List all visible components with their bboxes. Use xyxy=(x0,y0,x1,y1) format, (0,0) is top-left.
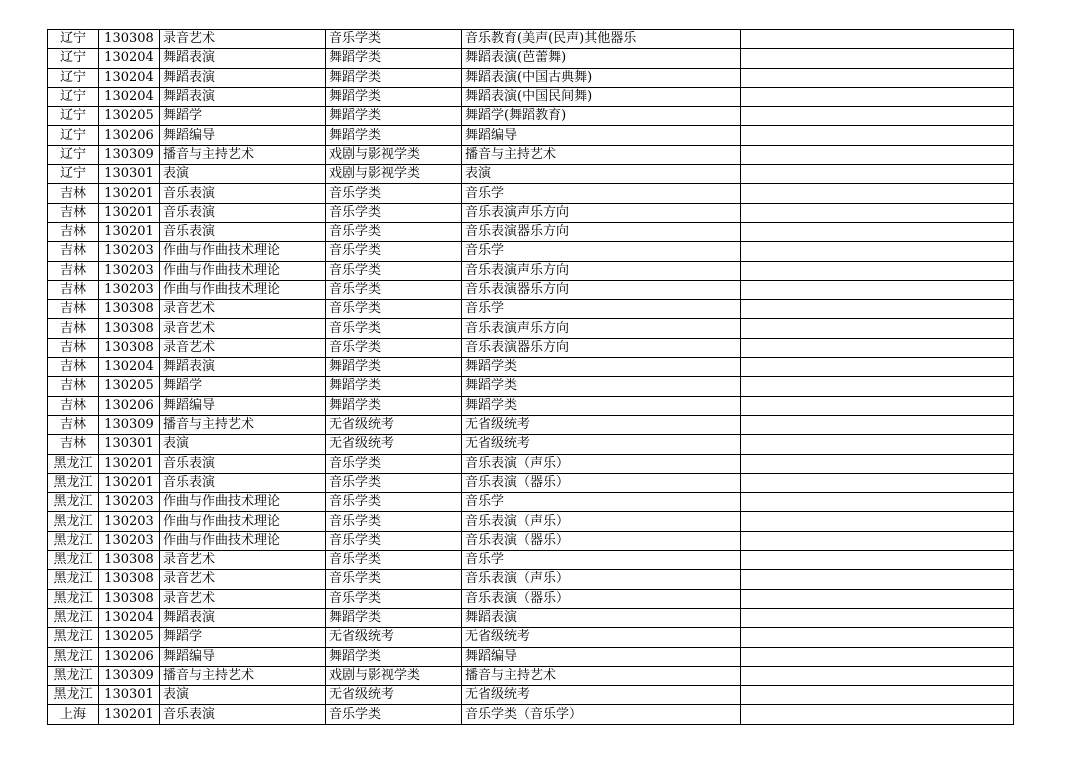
note-cell xyxy=(741,589,1014,608)
exam-cell: 舞蹈表演(芭蕾舞) xyxy=(462,49,741,68)
major-cell: 作曲与作曲技术理论 xyxy=(160,493,326,512)
exam-cell: 舞蹈编导 xyxy=(462,647,741,666)
category-cell: 戏剧与影视学类 xyxy=(326,666,462,685)
note-cell xyxy=(741,242,1014,261)
note-cell xyxy=(741,473,1014,492)
table-row xyxy=(48,396,1014,415)
category-cell: 无省级统考 xyxy=(326,435,462,454)
exam-cell: 音乐学 xyxy=(462,551,741,570)
exam-cell: 音乐表演（器乐） xyxy=(462,473,741,492)
exam-cell: 舞蹈表演 xyxy=(462,608,741,627)
category-cell: 舞蹈学类 xyxy=(326,126,462,145)
code-cell: 130205 xyxy=(99,628,160,647)
note-cell xyxy=(741,454,1014,473)
table-row xyxy=(48,705,1014,724)
table-row xyxy=(48,165,1014,184)
code-cell: 130201 xyxy=(99,454,160,473)
exam-cell: 音乐表演（器乐） xyxy=(462,531,741,550)
note-cell xyxy=(741,300,1014,319)
code-cell: 130206 xyxy=(99,647,160,666)
province-cell: 吉林 xyxy=(48,415,99,434)
table-row xyxy=(48,666,1014,685)
category-cell: 音乐学类 xyxy=(326,319,462,338)
category-cell: 音乐学类 xyxy=(326,493,462,512)
province-cell: 辽宁 xyxy=(48,165,99,184)
note-cell xyxy=(741,512,1014,531)
major-cell: 录音艺术 xyxy=(160,338,326,357)
note-cell xyxy=(741,531,1014,550)
exam-cell: 音乐教育(美声(民声)其他器乐 xyxy=(462,30,741,49)
category-cell: 舞蹈学类 xyxy=(326,107,462,126)
code-cell: 130203 xyxy=(99,242,160,261)
exam-cell: 播音与主持艺术 xyxy=(462,666,741,685)
category-cell: 音乐学类 xyxy=(326,338,462,357)
table-row xyxy=(48,107,1014,126)
category-cell: 音乐学类 xyxy=(326,222,462,241)
province-cell: 吉林 xyxy=(48,358,99,377)
major-cell: 音乐表演 xyxy=(160,705,326,724)
major-cell: 舞蹈表演 xyxy=(160,68,326,87)
table-row xyxy=(48,454,1014,473)
province-cell: 吉林 xyxy=(48,242,99,261)
code-cell: 130308 xyxy=(99,551,160,570)
category-cell: 音乐学类 xyxy=(326,454,462,473)
note-cell xyxy=(741,49,1014,68)
table-row xyxy=(48,377,1014,396)
note-cell xyxy=(741,666,1014,685)
table-row xyxy=(48,242,1014,261)
table-row xyxy=(48,87,1014,106)
exam-cell: 音乐表演（声乐） xyxy=(462,570,741,589)
note-cell xyxy=(741,30,1014,49)
table-row xyxy=(48,145,1014,164)
note-cell xyxy=(741,184,1014,203)
major-cell: 录音艺术 xyxy=(160,589,326,608)
province-cell: 吉林 xyxy=(48,184,99,203)
province-cell: 辽宁 xyxy=(48,145,99,164)
code-cell: 130204 xyxy=(99,49,160,68)
major-cell: 舞蹈表演 xyxy=(160,358,326,377)
code-cell: 130309 xyxy=(99,415,160,434)
code-cell: 130201 xyxy=(99,203,160,222)
province-cell: 黑龙江 xyxy=(48,454,99,473)
table-row xyxy=(48,473,1014,492)
major-cell: 舞蹈学 xyxy=(160,377,326,396)
province-cell: 辽宁 xyxy=(48,107,99,126)
province-cell: 吉林 xyxy=(48,261,99,280)
province-cell: 吉林 xyxy=(48,222,99,241)
code-cell: 130201 xyxy=(99,222,160,241)
major-cell: 音乐表演 xyxy=(160,454,326,473)
category-cell: 音乐学类 xyxy=(326,589,462,608)
code-cell: 130308 xyxy=(99,30,160,49)
province-cell: 吉林 xyxy=(48,435,99,454)
table-row xyxy=(48,203,1014,222)
note-cell xyxy=(741,338,1014,357)
major-cell: 舞蹈学 xyxy=(160,628,326,647)
table-row xyxy=(48,319,1014,338)
exam-cell: 播音与主持艺术 xyxy=(462,145,741,164)
code-cell: 130301 xyxy=(99,686,160,705)
table-row xyxy=(48,358,1014,377)
major-cell: 录音艺术 xyxy=(160,30,326,49)
category-cell: 舞蹈学类 xyxy=(326,49,462,68)
exam-cell: 音乐表演声乐方向 xyxy=(462,203,741,222)
exam-cell: 舞蹈表演(中国民间舞) xyxy=(462,87,741,106)
province-cell: 吉林 xyxy=(48,319,99,338)
exam-cell: 音乐学 xyxy=(462,493,741,512)
province-cell: 上海 xyxy=(48,705,99,724)
category-cell: 舞蹈学类 xyxy=(326,377,462,396)
table-body xyxy=(48,30,1014,725)
note-cell xyxy=(741,145,1014,164)
exam-cell: 音乐学 xyxy=(462,242,741,261)
province-cell: 吉林 xyxy=(48,203,99,222)
code-cell: 130308 xyxy=(99,589,160,608)
province-cell: 吉林 xyxy=(48,280,99,299)
exam-cell: 音乐学 xyxy=(462,184,741,203)
exam-cell: 音乐表演（声乐） xyxy=(462,454,741,473)
table-row xyxy=(48,415,1014,434)
province-cell: 黑龙江 xyxy=(48,647,99,666)
province-cell: 黑龙江 xyxy=(48,493,99,512)
table-row xyxy=(48,49,1014,68)
code-cell: 130204 xyxy=(99,358,160,377)
table-row xyxy=(48,647,1014,666)
province-cell: 辽宁 xyxy=(48,49,99,68)
major-cell: 录音艺术 xyxy=(160,319,326,338)
major-cell: 播音与主持艺术 xyxy=(160,145,326,164)
major-cell: 舞蹈编导 xyxy=(160,126,326,145)
code-cell: 130203 xyxy=(99,493,160,512)
exam-cell: 音乐表演（声乐） xyxy=(462,512,741,531)
note-cell xyxy=(741,126,1014,145)
table-row xyxy=(48,261,1014,280)
code-cell: 130203 xyxy=(99,261,160,280)
code-cell: 130201 xyxy=(99,184,160,203)
major-cell: 录音艺术 xyxy=(160,570,326,589)
province-cell: 黑龙江 xyxy=(48,686,99,705)
data-table xyxy=(47,29,1014,725)
note-cell xyxy=(741,628,1014,647)
table-row xyxy=(48,512,1014,531)
exam-cell: 音乐学 xyxy=(462,300,741,319)
exam-cell: 音乐表演器乐方向 xyxy=(462,280,741,299)
code-cell: 130308 xyxy=(99,338,160,357)
province-cell: 吉林 xyxy=(48,300,99,319)
code-cell: 130203 xyxy=(99,531,160,550)
major-cell: 表演 xyxy=(160,686,326,705)
table-row xyxy=(48,435,1014,454)
note-cell xyxy=(741,647,1014,666)
category-cell: 音乐学类 xyxy=(326,184,462,203)
exam-cell: 音乐表演声乐方向 xyxy=(462,261,741,280)
table-row xyxy=(48,570,1014,589)
category-cell: 舞蹈学类 xyxy=(326,68,462,87)
code-cell: 130206 xyxy=(99,396,160,415)
note-cell xyxy=(741,203,1014,222)
category-cell: 无省级统考 xyxy=(326,628,462,647)
province-cell: 辽宁 xyxy=(48,68,99,87)
major-cell: 表演 xyxy=(160,435,326,454)
code-cell: 130204 xyxy=(99,68,160,87)
note-cell xyxy=(741,222,1014,241)
code-cell: 130201 xyxy=(99,473,160,492)
code-cell: 130204 xyxy=(99,87,160,106)
table-row xyxy=(48,222,1014,241)
category-cell: 音乐学类 xyxy=(326,512,462,531)
category-cell: 舞蹈学类 xyxy=(326,608,462,627)
code-cell: 130301 xyxy=(99,435,160,454)
category-cell: 音乐学类 xyxy=(326,531,462,550)
code-cell: 130205 xyxy=(99,377,160,396)
exam-cell: 音乐学类（音乐学） xyxy=(462,705,741,724)
exam-cell: 舞蹈学类 xyxy=(462,377,741,396)
category-cell: 音乐学类 xyxy=(326,261,462,280)
table-row xyxy=(48,280,1014,299)
province-cell: 辽宁 xyxy=(48,126,99,145)
major-cell: 音乐表演 xyxy=(160,473,326,492)
table-row xyxy=(48,628,1014,647)
major-cell: 音乐表演 xyxy=(160,184,326,203)
category-cell: 舞蹈学类 xyxy=(326,358,462,377)
note-cell xyxy=(741,261,1014,280)
table-row xyxy=(48,68,1014,87)
province-cell: 黑龙江 xyxy=(48,666,99,685)
province-cell: 吉林 xyxy=(48,338,99,357)
note-cell xyxy=(741,165,1014,184)
code-cell: 130203 xyxy=(99,512,160,531)
major-cell: 作曲与作曲技术理论 xyxy=(160,531,326,550)
exam-cell: 无省级统考 xyxy=(462,686,741,705)
note-cell xyxy=(741,396,1014,415)
major-cell: 舞蹈表演 xyxy=(160,608,326,627)
exam-cell: 音乐表演声乐方向 xyxy=(462,319,741,338)
code-cell: 130205 xyxy=(99,107,160,126)
table-row xyxy=(48,300,1014,319)
exam-cell: 舞蹈学(舞蹈教育) xyxy=(462,107,741,126)
note-cell xyxy=(741,377,1014,396)
note-cell xyxy=(741,435,1014,454)
note-cell xyxy=(741,415,1014,434)
table-row xyxy=(48,493,1014,512)
table-row xyxy=(48,608,1014,627)
exam-cell: 无省级统考 xyxy=(462,435,741,454)
exam-cell: 舞蹈学类 xyxy=(462,396,741,415)
category-cell: 无省级统考 xyxy=(326,415,462,434)
province-cell: 黑龙江 xyxy=(48,473,99,492)
province-cell: 黑龙江 xyxy=(48,512,99,531)
province-cell: 辽宁 xyxy=(48,30,99,49)
table-row xyxy=(48,551,1014,570)
note-cell xyxy=(741,608,1014,627)
table-row xyxy=(48,589,1014,608)
major-cell: 舞蹈编导 xyxy=(160,647,326,666)
note-cell xyxy=(741,280,1014,299)
note-cell xyxy=(741,358,1014,377)
exam-cell: 音乐表演器乐方向 xyxy=(462,222,741,241)
code-cell: 130308 xyxy=(99,570,160,589)
province-cell: 吉林 xyxy=(48,377,99,396)
exam-cell: 音乐表演器乐方向 xyxy=(462,338,741,357)
note-cell xyxy=(741,493,1014,512)
major-cell: 舞蹈表演 xyxy=(160,49,326,68)
exam-cell: 无省级统考 xyxy=(462,415,741,434)
province-cell: 吉林 xyxy=(48,396,99,415)
province-cell: 黑龙江 xyxy=(48,628,99,647)
major-cell: 录音艺术 xyxy=(160,300,326,319)
note-cell xyxy=(741,686,1014,705)
code-cell: 130309 xyxy=(99,666,160,685)
code-cell: 130308 xyxy=(99,300,160,319)
province-cell: 黑龙江 xyxy=(48,551,99,570)
category-cell: 音乐学类 xyxy=(326,570,462,589)
code-cell: 130301 xyxy=(99,165,160,184)
province-cell: 黑龙江 xyxy=(48,589,99,608)
note-cell xyxy=(741,68,1014,87)
note-cell xyxy=(741,107,1014,126)
exam-cell: 音乐表演（器乐） xyxy=(462,589,741,608)
major-cell: 舞蹈编导 xyxy=(160,396,326,415)
category-cell: 音乐学类 xyxy=(326,203,462,222)
code-cell: 130308 xyxy=(99,319,160,338)
major-cell: 播音与主持艺术 xyxy=(160,415,326,434)
exam-cell: 无省级统考 xyxy=(462,628,741,647)
exam-cell: 表演 xyxy=(462,165,741,184)
major-cell: 舞蹈表演 xyxy=(160,87,326,106)
code-cell: 130203 xyxy=(99,280,160,299)
table-row xyxy=(48,184,1014,203)
code-cell: 130206 xyxy=(99,126,160,145)
major-cell: 录音艺术 xyxy=(160,551,326,570)
category-cell: 音乐学类 xyxy=(326,280,462,299)
category-cell: 音乐学类 xyxy=(326,551,462,570)
exam-cell: 舞蹈编导 xyxy=(462,126,741,145)
major-cell: 音乐表演 xyxy=(160,222,326,241)
table-row xyxy=(48,126,1014,145)
province-cell: 黑龙江 xyxy=(48,531,99,550)
table-row xyxy=(48,30,1014,49)
province-cell: 辽宁 xyxy=(48,87,99,106)
table-row xyxy=(48,338,1014,357)
category-cell: 音乐学类 xyxy=(326,473,462,492)
category-cell: 音乐学类 xyxy=(326,300,462,319)
category-cell: 舞蹈学类 xyxy=(326,647,462,666)
category-cell: 舞蹈学类 xyxy=(326,87,462,106)
code-cell: 130309 xyxy=(99,145,160,164)
major-cell: 作曲与作曲技术理论 xyxy=(160,280,326,299)
note-cell xyxy=(741,570,1014,589)
note-cell xyxy=(741,319,1014,338)
note-cell xyxy=(741,705,1014,724)
exam-cell: 舞蹈学类 xyxy=(462,358,741,377)
note-cell xyxy=(741,551,1014,570)
code-cell: 130204 xyxy=(99,608,160,627)
category-cell: 戏剧与影视学类 xyxy=(326,165,462,184)
major-cell: 表演 xyxy=(160,165,326,184)
table-row xyxy=(48,531,1014,550)
major-cell: 播音与主持艺术 xyxy=(160,666,326,685)
note-cell xyxy=(741,87,1014,106)
category-cell: 戏剧与影视学类 xyxy=(326,145,462,164)
major-cell: 作曲与作曲技术理论 xyxy=(160,242,326,261)
category-cell: 音乐学类 xyxy=(326,705,462,724)
code-cell: 130201 xyxy=(99,705,160,724)
category-cell: 音乐学类 xyxy=(326,242,462,261)
province-cell: 黑龙江 xyxy=(48,570,99,589)
exam-cell: 舞蹈表演(中国古典舞) xyxy=(462,68,741,87)
province-cell: 黑龙江 xyxy=(48,608,99,627)
category-cell: 音乐学类 xyxy=(326,30,462,49)
major-cell: 作曲与作曲技术理论 xyxy=(160,261,326,280)
category-cell: 无省级统考 xyxy=(326,686,462,705)
major-cell: 舞蹈学 xyxy=(160,107,326,126)
category-cell: 舞蹈学类 xyxy=(326,396,462,415)
major-cell: 音乐表演 xyxy=(160,203,326,222)
table-row xyxy=(48,686,1014,705)
major-cell: 作曲与作曲技术理论 xyxy=(160,512,326,531)
